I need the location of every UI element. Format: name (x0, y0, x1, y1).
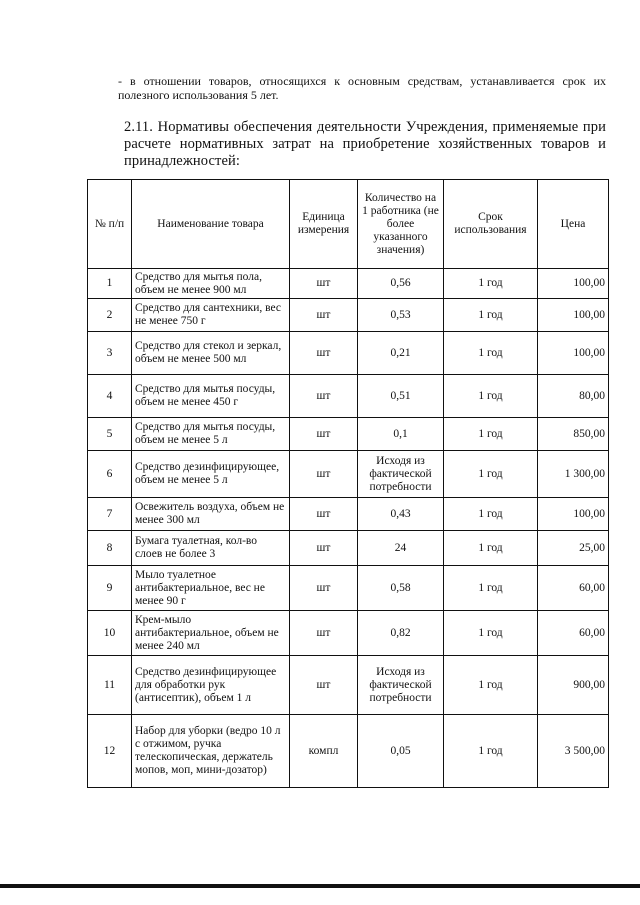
cell-num: 2 (88, 299, 132, 332)
cell-unit: шт (290, 299, 358, 332)
intro-paragraph (94, 74, 606, 102)
header-price: Цена (538, 180, 609, 269)
cell-price: 1 300,00 (538, 451, 609, 498)
cell-term: 1 год (444, 299, 538, 332)
cell-unit: компл (290, 715, 358, 788)
cell-name: Средство для сантехники, вес не менее 750 г (132, 299, 290, 332)
cell-price: 900,00 (538, 656, 609, 715)
cell-name: Средство дезинфицирующее, объем не менее 5 л (132, 451, 290, 498)
cell-qty: 0,51 (358, 375, 444, 418)
cell-price: 100,00 (538, 299, 609, 332)
cell-qty: 0,1 (358, 418, 444, 451)
table-row (88, 269, 609, 299)
table-row (88, 451, 609, 498)
cell-qty: 0,53 (358, 299, 444, 332)
cell-price: 100,00 (538, 269, 609, 299)
cell-term: 1 год (444, 498, 538, 531)
header-unit: Единица измерения (290, 180, 358, 269)
cell-qty: Исходя из фактической потребности (358, 656, 444, 715)
table-row (88, 611, 609, 656)
cell-num: 7 (88, 498, 132, 531)
cell-name: Средство для мытья пола, объем не менее 900 мл (132, 269, 290, 299)
cell-price: 100,00 (538, 498, 609, 531)
cell-name: Освежитель воздуха, объем не менее 300 мл (132, 498, 290, 531)
cell-term: 1 год (444, 656, 538, 715)
cell-qty: 0,05 (358, 715, 444, 788)
cell-price: 3 500,00 (538, 715, 609, 788)
cell-price: 80,00 (538, 375, 609, 418)
table-body (88, 269, 609, 788)
cell-term: 1 год (444, 332, 538, 375)
header-num: № п/п (88, 180, 132, 269)
cell-num: 6 (88, 451, 132, 498)
section-paragraph (94, 119, 606, 170)
cell-qty: Исходя из фактической потребности (358, 451, 444, 498)
cell-price: 25,00 (538, 531, 609, 566)
cell-term: 1 год (444, 531, 538, 566)
cell-num: 11 (88, 656, 132, 715)
cell-num: 4 (88, 375, 132, 418)
cell-term: 1 год (444, 566, 538, 611)
cell-price: 60,00 (538, 566, 609, 611)
intro-text: - в отношении товаров, относящихся к основным средствам, устанавливается срок их полезного использования 5 лет. (118, 74, 606, 102)
cell-qty: 24 (358, 531, 444, 566)
cell-term: 1 год (444, 451, 538, 498)
cell-name: Средство для мытья посуды, объем не менее 450 г (132, 375, 290, 418)
table-row (88, 531, 609, 566)
cell-qty: 0,82 (358, 611, 444, 656)
cell-num: 1 (88, 269, 132, 299)
cell-qty: 0,58 (358, 566, 444, 611)
cell-unit: шт (290, 418, 358, 451)
cell-unit: шт (290, 531, 358, 566)
cell-price: 100,00 (538, 332, 609, 375)
cell-unit: шт (290, 498, 358, 531)
cell-term: 1 год (444, 418, 538, 451)
cell-name: Крем-мыло антибактериальное, объем не менее 240 мл (132, 611, 290, 656)
section-text: 2.11. Нормативы обеспечения деятельности Учреждения, применяемые при расчете нормативных затрат на приобретение хозяйственных товаров и принадлежностей: (124, 119, 606, 169)
table-row (88, 566, 609, 611)
cell-unit: шт (290, 566, 358, 611)
cell-unit: шт (290, 611, 358, 656)
cell-num: 9 (88, 566, 132, 611)
table-row (88, 498, 609, 531)
cell-qty: 0,21 (358, 332, 444, 375)
cell-num: 10 (88, 611, 132, 656)
cell-unit: шт (290, 656, 358, 715)
cell-qty: 0,43 (358, 498, 444, 531)
table-row (88, 715, 609, 788)
cell-unit: шт (290, 332, 358, 375)
table-row (88, 299, 609, 332)
table-row (88, 656, 609, 715)
table-row (88, 375, 609, 418)
cell-price: 850,00 (538, 418, 609, 451)
cell-name: Средство дезинфицирующее для обработки рук (антисептик), объем 1 л (132, 656, 290, 715)
cell-num: 3 (88, 332, 132, 375)
cell-price: 60,00 (538, 611, 609, 656)
cell-unit: шт (290, 375, 358, 418)
table-row (88, 332, 609, 375)
cell-name: Средство для стекол и зеркал, объем не менее 500 мл (132, 332, 290, 375)
cell-name: Средство для мытья посуды, объем не менее 5 л (132, 418, 290, 451)
table-row (88, 418, 609, 451)
cell-num: 8 (88, 531, 132, 566)
cell-unit: шт (290, 451, 358, 498)
cell-name: Мыло туалетное антибактериальное, вес не менее 90 г (132, 566, 290, 611)
cell-unit: шт (290, 269, 358, 299)
cell-term: 1 год (444, 611, 538, 656)
cell-name: Бумага туалетная, кол-во слоев не более 3 (132, 531, 290, 566)
cell-qty: 0,56 (358, 269, 444, 299)
cell-num: 12 (88, 715, 132, 788)
page-bottom-border (0, 884, 640, 888)
cell-name: Набор для уборки (ведро 10 л с отжимом, ручка телескопическая, держатель мопов, моп, мини-дозатор) (132, 715, 290, 788)
header-term: Срок использования (444, 180, 538, 269)
goods-table (87, 179, 609, 788)
cell-term: 1 год (444, 269, 538, 299)
cell-term: 1 год (444, 715, 538, 788)
header-name: Наименование товара (132, 180, 290, 269)
cell-term: 1 год (444, 375, 538, 418)
table-header-row (88, 180, 609, 269)
header-qty: Количество на 1 работника (не более указанного значения) (358, 180, 444, 269)
cell-num: 5 (88, 418, 132, 451)
